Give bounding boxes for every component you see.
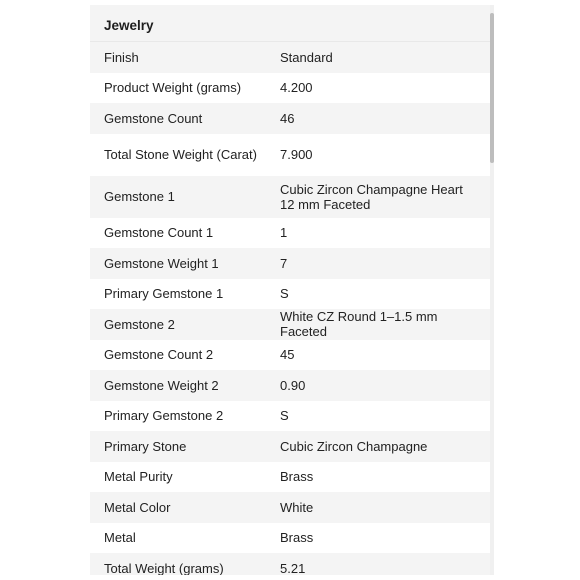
table-row: [90, 134, 490, 176]
spec-value: 45: [280, 347, 295, 363]
spec-value: Standard: [280, 49, 333, 65]
spec-value: 7: [280, 255, 288, 271]
spec-label: Gemstone 1: [104, 189, 175, 204]
table-row: [90, 340, 490, 371]
table-row: [90, 42, 490, 73]
table-row: [90, 401, 490, 432]
spec-value: Cubic Zircon Champagne: [280, 438, 428, 454]
spec-value: Brass: [280, 530, 314, 546]
table-row: [90, 218, 490, 249]
scrollbar-thumb[interactable]: [490, 13, 494, 163]
product-specs-panel: [90, 5, 490, 575]
table-row: [90, 176, 490, 218]
table-row: [90, 309, 490, 340]
scrollbar[interactable]: [490, 5, 494, 575]
spec-value: 0.90: [280, 377, 306, 393]
spec-label: Gemstone Weight 1: [104, 255, 219, 271]
spec-value: 7.900: [280, 147, 313, 162]
spec-value: Brass: [280, 469, 314, 485]
spec-value: 1: [280, 225, 288, 241]
spec-label: Gemstone Count: [104, 110, 203, 126]
table-row: [90, 103, 490, 134]
spec-value: White CZ Round 1–1.5 mm Faceted: [280, 309, 438, 340]
spec-label: Total Stone Weight (Carat): [104, 147, 257, 162]
spec-label: Gemstone Count 2: [104, 347, 214, 363]
spec-label: Primary Stone: [104, 438, 187, 454]
spec-value: White: [280, 499, 314, 515]
spec-label: Metal Color: [104, 499, 171, 515]
spec-value: Cubic Zircon Champagne Heart 12 mm Faceted: [280, 181, 463, 212]
spec-value: 46: [280, 110, 295, 126]
spec-label: Metal Purity: [104, 469, 173, 485]
table-row: [90, 73, 490, 104]
spec-value: S: [280, 286, 289, 302]
spec-label: Product Weight (grams): [104, 80, 242, 96]
spec-label: Metal: [104, 530, 136, 546]
spec-value: S: [280, 408, 289, 424]
table-row: [90, 248, 490, 279]
table-row: [90, 492, 490, 523]
specs-table: [90, 42, 490, 575]
spec-label: Total Weight (grams): [104, 560, 224, 575]
table-row: [90, 279, 490, 310]
table-row: [90, 523, 490, 554]
table-row: [90, 370, 490, 401]
spec-value: 4.200: [280, 80, 313, 96]
spec-value: 5.21: [280, 560, 306, 575]
section-title: Jewelry: [90, 5, 490, 42]
spec-label: Finish: [104, 49, 139, 65]
spec-label: Primary Gemstone 1: [104, 286, 224, 302]
table-row: [90, 462, 490, 493]
spec-label: Gemstone Count 1: [104, 225, 214, 241]
spec-label: Gemstone 2: [104, 316, 175, 332]
spec-label: Gemstone Weight 2: [104, 377, 219, 393]
spec-label: Primary Gemstone 2: [104, 408, 224, 424]
table-row: [90, 431, 490, 462]
table-row: [90, 553, 490, 575]
